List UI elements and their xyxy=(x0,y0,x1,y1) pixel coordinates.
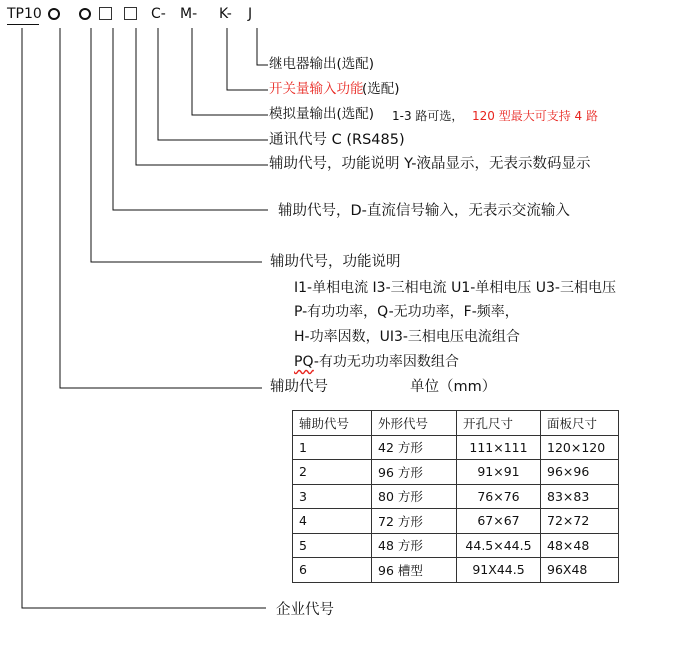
table-cell: 42 方形 xyxy=(372,435,457,460)
table-cell: 4 xyxy=(293,509,372,534)
table-header-cell: 面板尺寸 xyxy=(541,411,619,436)
aux-input-label: 辅助代号，D-直流信号输入，无表示交流输入 xyxy=(278,203,570,219)
model-prefix: TP10 xyxy=(7,6,42,22)
switch-input-label: 开关量输入功能 xyxy=(269,81,364,97)
function-line-4-text: -有功无功功率因数组合 xyxy=(313,354,459,370)
function-line-2: P-有功功率，Q-无功功率，F-频率， xyxy=(294,304,519,320)
comm-code-label: 通讯代号 C (RS485) xyxy=(269,132,405,148)
connector-square-2 xyxy=(136,28,268,165)
table-cell: 96 方形 xyxy=(372,460,457,485)
table-header-cell: 辅助代号 xyxy=(293,411,372,436)
table-cell: 72 方形 xyxy=(372,509,457,534)
table-header-cell: 外形代号 xyxy=(372,411,457,436)
function-line-4-code: PQ xyxy=(294,354,314,370)
table-cell: 48×48 xyxy=(541,533,619,558)
table-cell: 111×111 xyxy=(457,435,541,460)
table-cell: 5 xyxy=(293,533,372,558)
table-row xyxy=(293,484,619,509)
function-line-4 xyxy=(294,355,459,369)
analog-output-note: 1-3 路可选， xyxy=(392,109,464,123)
size-table xyxy=(292,410,619,583)
connector-circle-2 xyxy=(91,28,262,262)
connector-k xyxy=(227,28,268,90)
table-header-row xyxy=(293,411,619,436)
table-row xyxy=(293,435,619,460)
model-c-code: C- xyxy=(151,6,166,22)
function-line-1: I1-单相电流 I3-三相电流 U1-单相电压 U3-三相电压 xyxy=(294,280,616,296)
table-cell: 1 xyxy=(293,435,372,460)
table-cell: 2 xyxy=(293,460,372,485)
table-row xyxy=(293,460,619,485)
table-cell: 6 xyxy=(293,558,372,583)
table-cell: 83×83 xyxy=(541,484,619,509)
unit-label: 单位（mm） xyxy=(410,379,497,395)
table-cell: 91×91 xyxy=(457,460,541,485)
table-cell: 96 槽型 xyxy=(372,558,457,583)
table-cell: 67×67 xyxy=(457,509,541,534)
analog-output-note-highlight: 120 型最大可支持 4 路 xyxy=(472,109,598,123)
connector-circle-1 xyxy=(60,28,262,388)
switch-input-note: (选配) xyxy=(362,81,400,97)
aux-function-label: 辅助代号，功能说明 xyxy=(270,254,401,270)
table-cell: 120×120 xyxy=(541,435,619,460)
table-cell: 80 方形 xyxy=(372,484,457,509)
table-cell: 48 方形 xyxy=(372,533,457,558)
table-cell: 72×72 xyxy=(541,509,619,534)
table-row xyxy=(293,558,619,583)
table-cell: 3 xyxy=(293,484,372,509)
table-header-cell: 开孔尺寸 xyxy=(457,411,541,436)
table-cell: 96X48 xyxy=(541,558,619,583)
table-row xyxy=(293,509,619,534)
table-cell: 96×96 xyxy=(541,460,619,485)
table-row xyxy=(293,533,619,558)
model-j-code: J xyxy=(248,6,253,22)
analog-output-label: 模拟量输出(选配) xyxy=(269,106,375,122)
function-line-3: H-功率因数，UI3-三相电压电流组合 xyxy=(294,329,520,345)
aux-display-label: 辅助代号，功能说明 Y-液晶显示，无表示数码显示 xyxy=(269,156,591,172)
table-cell: 91X44.5 xyxy=(457,558,541,583)
model-k-code: K- xyxy=(219,6,232,22)
relay-output-label: 继电器输出(选配) xyxy=(269,56,375,72)
enterprise-code-label: 企业代号 xyxy=(276,602,334,618)
table-cell: 44.5×44.5 xyxy=(457,533,541,558)
aux-size-label: 辅助代号 xyxy=(270,379,328,395)
model-m-code: M- xyxy=(180,6,198,22)
connector-j xyxy=(257,28,268,65)
table-cell: 76×76 xyxy=(457,484,541,509)
connector-c xyxy=(158,28,268,140)
